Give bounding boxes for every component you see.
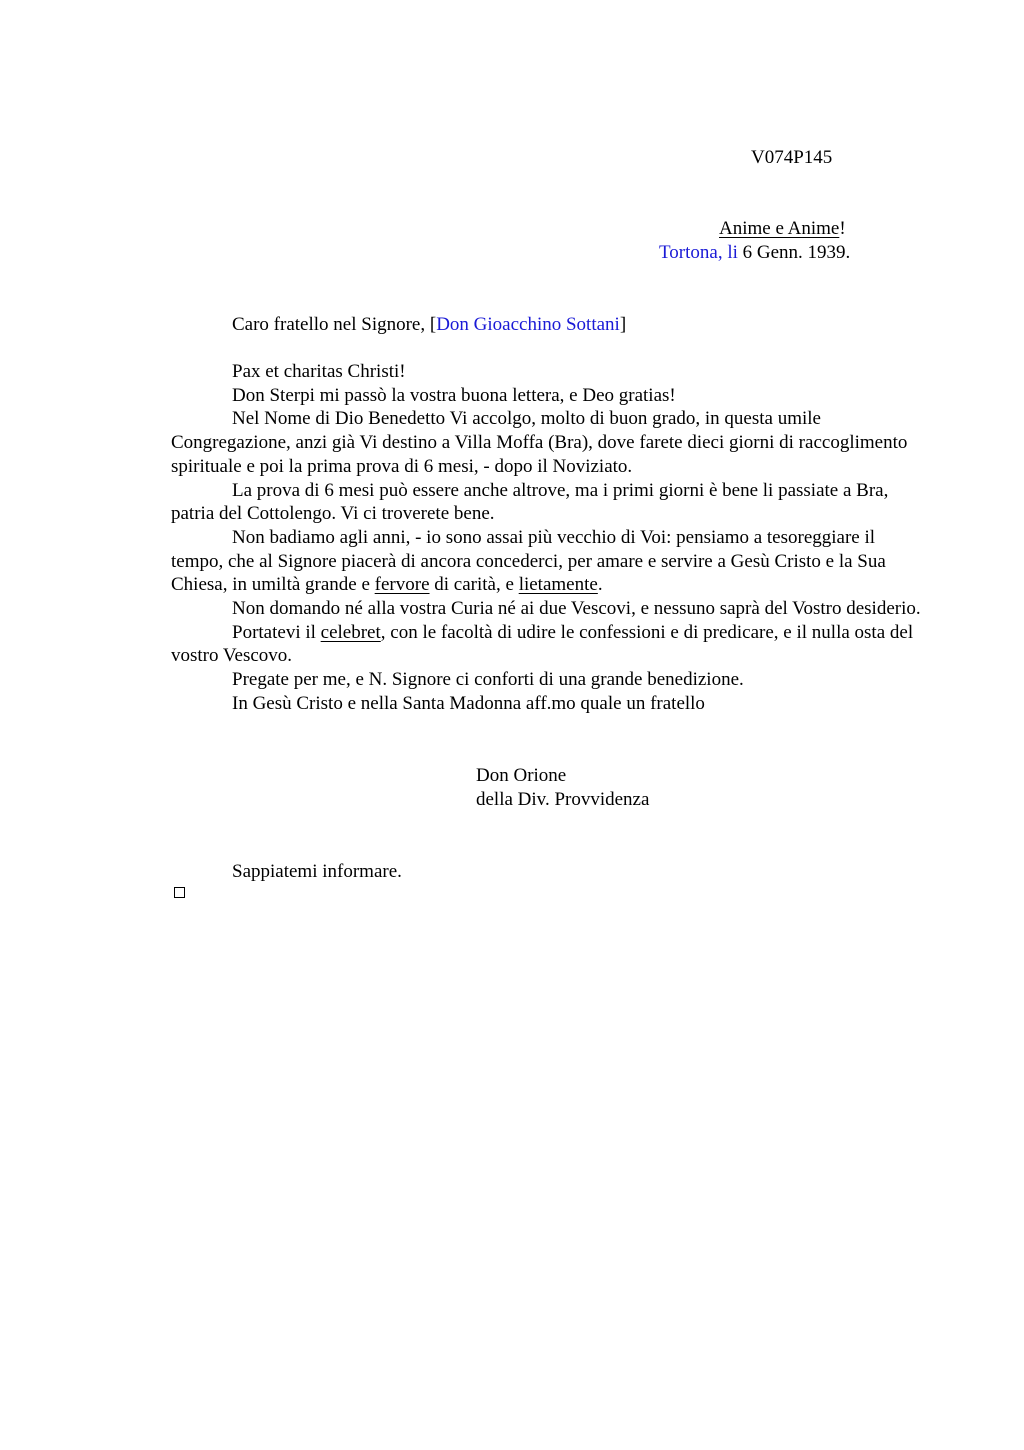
underlined-word: fervore — [374, 574, 430, 596]
paragraph-text: , con le facoltà di udire le confessioni e di predicare, e il nulla osta del vostro Vescovo. — [171, 621, 914, 667]
paragraph-text: di carità, e — [429, 574, 519, 596]
checkbox-square-icon — [174, 887, 185, 898]
signature-block — [476, 764, 649, 811]
paragraph: La prova di 6 mesi può essere anche altrove, ma i primi giorni è bene li passiate a Bra, patria del Cottolengo. Vi ci troverete bene. — [171, 479, 889, 525]
paragraph: Nel Nome di Dio Benedetto Vi accolgo, molto di buon grado, in questa umile Congregazione, anzi già Vi destino a Villa Moffa (Bra), dove farete dieci giorni di raccoglimento spirituale e poi la prima prova di 6 mesi, - dopo il Noviziato. — [171, 408, 908, 477]
paragraph: Don Sterpi mi passò la vostra buona lettera, e Deo gratias! — [232, 384, 676, 406]
paragraph: Non domando né alla vostra Curia né ai due Vescovi, e nessuno saprà del Vostro desiderio. — [232, 598, 921, 620]
signature-name: Don Orione — [476, 765, 567, 786]
underlined-word: celebret — [320, 621, 381, 643]
paragraph: Pregate per me, e N. Signore ci conforti di una grande benedizione. — [232, 669, 744, 691]
underlined-word: lietamente — [518, 574, 598, 596]
paragraph-text: Portatevi il — [232, 621, 321, 643]
greeting — [232, 313, 626, 337]
paragraph-text: Non badiamo agli anni, - io sono assai più vecchio di Voi: pensiamo a tesoreggiare il tempo, che al Signore piacerà di ancora concederci, per amare e servire a Gesù Cristo e la Sua Chiesa, in umiltà grande e — [171, 526, 886, 596]
recipient-name: Don Gioacchino Sottani — [436, 314, 620, 335]
motto-tail: ! — [839, 218, 846, 239]
paragraph — [171, 526, 921, 597]
place-date — [659, 241, 850, 265]
document-code: V074P145 — [751, 147, 833, 168]
paragraph-text: . — [597, 574, 603, 596]
date: 6 Genn. 1939. — [737, 242, 851, 263]
postscript: Sappiatemi informare. — [232, 861, 402, 882]
motto — [719, 217, 846, 241]
signature-title: della Div. Provvidenza — [476, 788, 650, 810]
place: Tortona, li — [659, 242, 738, 263]
paragraph — [171, 621, 921, 668]
greeting-suffix: ] — [619, 314, 627, 335]
paragraph: In Gesù Cristo e nella Santa Madonna aff.mo quale un fratello — [232, 692, 705, 714]
motto-underlined: Anime e Anime — [719, 218, 840, 239]
greeting-prefix: Caro fratello nel Signore, [ — [232, 314, 437, 335]
letter-body — [171, 360, 921, 716]
paragraph: Pax et charitas Christi! — [232, 361, 406, 382]
